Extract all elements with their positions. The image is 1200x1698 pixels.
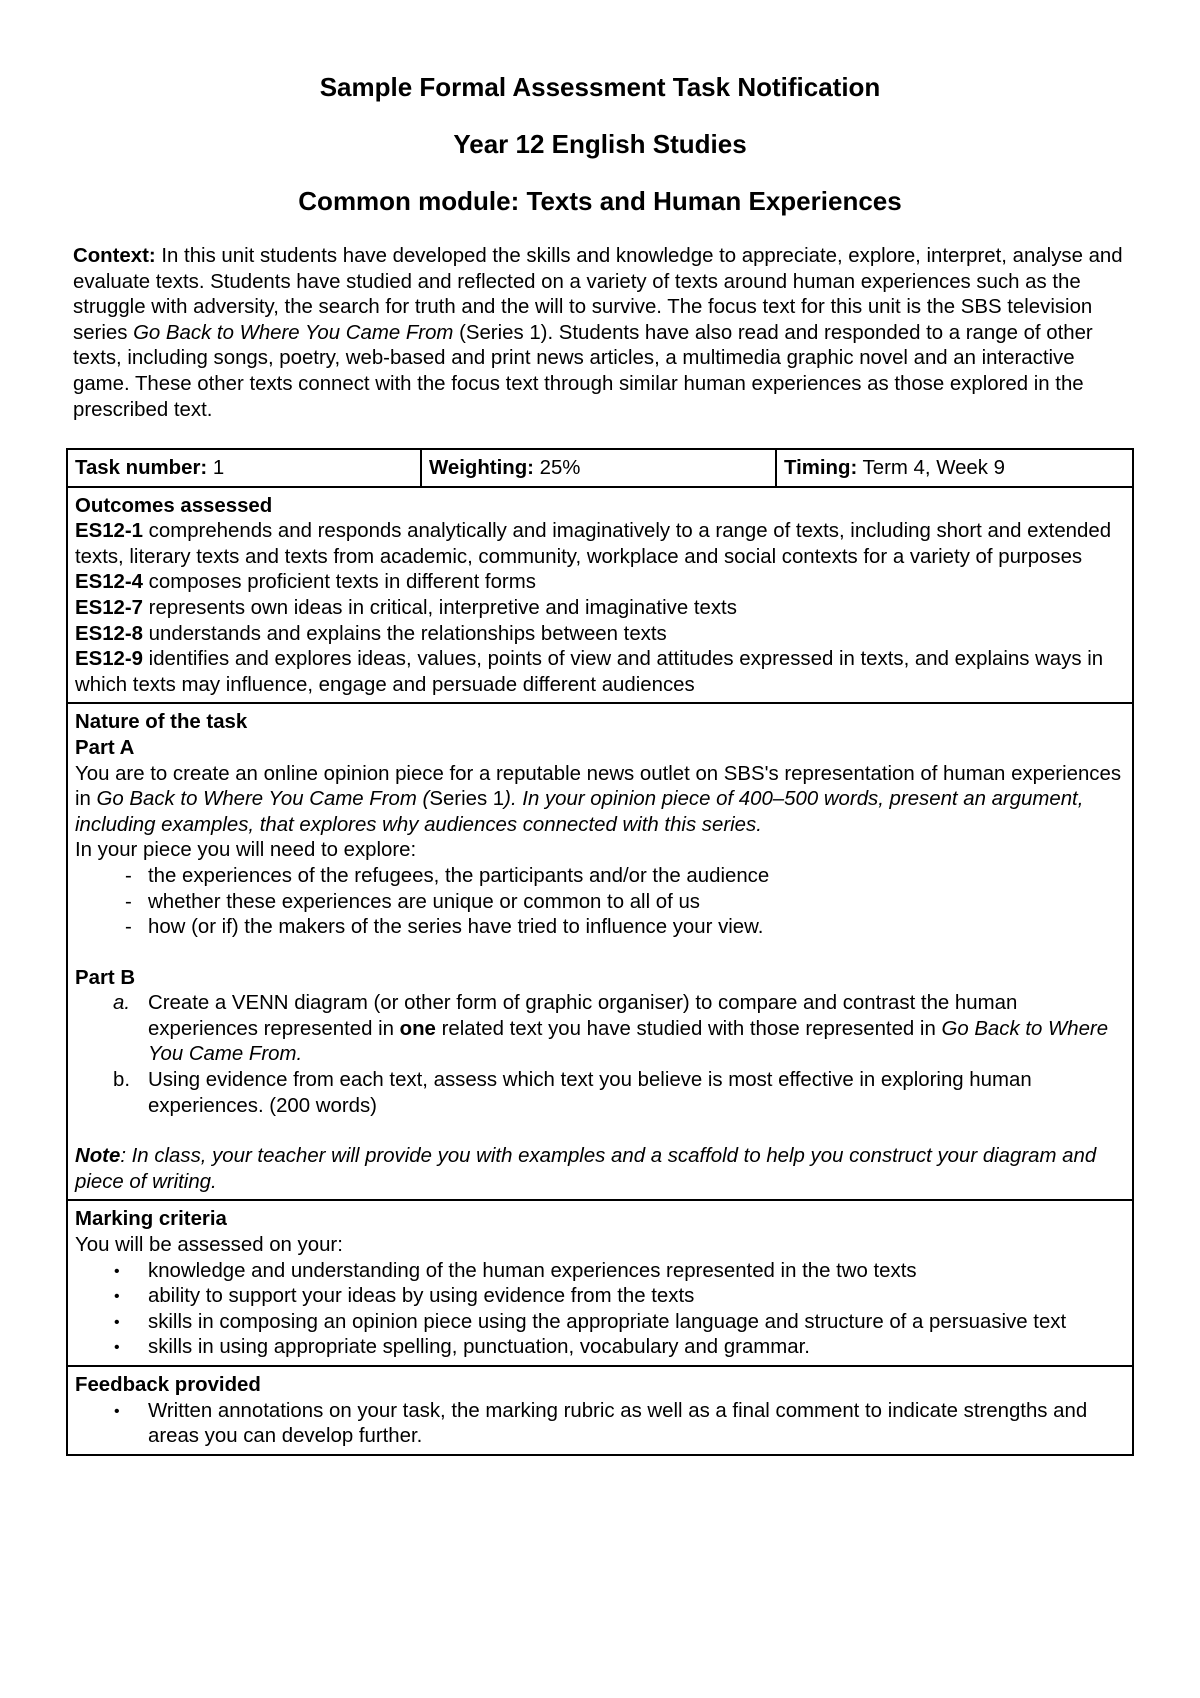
context-label: Context: [73,245,156,267]
nature-heading: Nature of the task [75,711,248,734]
part-b-b-text: Using evidence from each text, assess which text you believe is most effective in exploring human experiences. (200 words) [148,1069,1032,1117]
context-text-b: (Series 1). Students have also read and responded to a range of other texts, including songs, poetry, web-based and print news articles, a multimedia graphic novel and an interactive game. These other texts connect with the focus text through similar human experiences as those explored in the prescribed text. [73,321,1093,421]
nature-row [67,703,1133,1200]
outcome-item [75,519,1126,570]
list-item-text: knowledge and understanding of the human experiences represented in the two texts [148,1259,917,1282]
bullet-marker: • [114,1288,120,1306]
part-b-heading: Part B [75,966,136,989]
outcome-item [75,570,1126,596]
part-b-a-bold: one [399,1017,436,1040]
context-paragraph [73,244,1135,423]
part-a-series-title: Go Back to Where You Came From ( [96,788,430,811]
list-item-text: skills in using appropriate spelling, punctuation, vocabulary and grammar. [148,1336,810,1359]
list-item [75,1068,1126,1119]
weighting-cell [421,449,776,487]
part-a-series-number: Series 1 [429,788,505,811]
part-a-dash-list [75,864,1126,941]
list-item-text: Written annotations on your task, the marking rubric as well as a final comment to indicate strengths and areas you can develop further. [148,1399,1088,1448]
list-item [75,915,1126,941]
list-item-text: how (or if) the makers of the series have tried to influence your view. [148,916,764,939]
marking-cell [67,1200,1133,1366]
spacer [75,941,1126,966]
part-a-heading: Part A [75,736,135,759]
part-a-close-paren: ). In your opinion piece of 400–500 words, present an argument, including examples, that explores why audiences connected with this series. [75,788,1084,836]
list-item [75,1284,1126,1310]
spacer [75,1119,1126,1144]
timing-label: Timing: [784,457,858,479]
outcome-item [75,596,1126,622]
part-b-list [75,991,1126,1119]
outcome-item [75,647,1126,698]
list-item [75,864,1126,890]
outcome-code: ES12-4 [75,571,144,594]
task-number-value: 1 [207,457,225,479]
list-item [75,1335,1126,1361]
outcome-code: ES12-1 [75,520,144,543]
part-b-a-text-2: related text you have studied with those represented in [435,1017,942,1040]
list-item [75,1310,1126,1336]
outcomes-row [67,487,1133,704]
bullet-marker: • [114,1262,120,1280]
bullet-marker: • [114,1313,120,1331]
outcome-text: comprehends and responds analytically and imaginatively to a range of texts, including short and extended texts, literary texts and texts from academic, community, workplace and social contexts for a variety of purposes [75,520,1112,568]
part-a-explore-intro: In your piece you will need to explore: [75,839,417,862]
item-marker: b. [113,1069,131,1092]
dash-marker: - [125,864,132,887]
outcome-item [75,622,1126,648]
bullet-marker: • [114,1339,120,1357]
nature-cell [67,703,1133,1200]
list-item [75,1259,1126,1285]
timing-cell [776,449,1133,487]
task-number-cell [67,449,421,487]
part-b-a-title: Go Back to Where You Came From. [148,1017,1109,1066]
task-table [66,448,1134,1456]
dash-marker: - [125,890,132,913]
note-label: Note [75,1145,121,1168]
part-b-a-text-1: Create a VENN diagram (or other form of graphic organiser) to compare and contrast the human experiences represented in [148,992,1018,1040]
list-item-text: skills in composing an opinion piece using the appropriate language and structure of a persuasive text [148,1310,1067,1333]
feedback-cell [67,1366,1133,1455]
context-text-a: In this unit students have developed the skills and knowledge to appreciate, explore, interpret, analyse and evaluate texts. Students have studied and reflected on a variety of texts around human experiences such as the struggle with adversity, the search for truth and the will to survive. The focus text for this unit is the SBS television series [73,245,1123,344]
weighting-label: Weighting: [429,457,534,479]
task-number-label: Task number: [75,457,208,479]
outcome-text: identifies and explores ideas, values, points of view and attitudes expressed in texts, and explains ways in which texts may influence, engage and persuade different audiences [75,648,1104,696]
bullet-marker: • [114,1402,120,1420]
module-heading: Common module: Texts and Human Experiences [298,186,902,216]
list-item-text: the experiences of the refugees, the participants and/or the audience [148,864,770,887]
feedback-heading: Feedback provided [75,1374,261,1396]
list-item-text: ability to support your ideas by using evidence from the texts [148,1285,695,1308]
note-text: : In class, your teacher will provide you with examples and a scaffold to help you construct your diagram and piece of writing. [75,1145,1097,1193]
outcome-code: ES12-7 [75,596,144,619]
marking-row [67,1200,1133,1366]
part-a-paragraph [75,762,1126,839]
outcome-code: ES12-8 [75,622,144,645]
marking-intro: You will be assessed on your: [75,1234,343,1257]
dash-marker: - [125,916,132,939]
context-focus-title: Go Back to Where You Came From [133,321,454,344]
marking-list [75,1259,1126,1361]
feedback-list [75,1399,1126,1450]
feedback-row [67,1366,1133,1455]
course-subtitle: Year 12 English Studies [453,129,747,159]
list-item-text: whether these experiences are unique or common to all of us [148,890,700,913]
weighting-value: 25% [533,457,581,479]
outcome-text: represents own ideas in critical, interpretive and imaginative texts [143,596,737,619]
marking-heading: Marking criteria [75,1208,227,1231]
item-marker: a. [113,992,131,1015]
outcomes-cell [67,487,1133,704]
outcome-text: understands and explains the relationships between texts [143,622,667,645]
outcomes-heading: Outcomes assessed [75,494,273,517]
outcome-code: ES12-9 [75,648,144,671]
note-paragraph [75,1144,1126,1195]
document-title: Sample Formal Assessment Task Notification [319,72,881,102]
task-info-row [67,449,1133,487]
list-item [75,991,1126,1068]
part-a-text-1: You are to create an online opinion piece for a reputable news outlet on SBS's representation of human experiences in [75,762,1122,811]
list-item [75,890,1126,916]
outcome-text: composes proficient texts in different forms [143,571,536,594]
list-item [75,1399,1126,1450]
timing-value: Term 4, Week 9 [857,457,1005,479]
